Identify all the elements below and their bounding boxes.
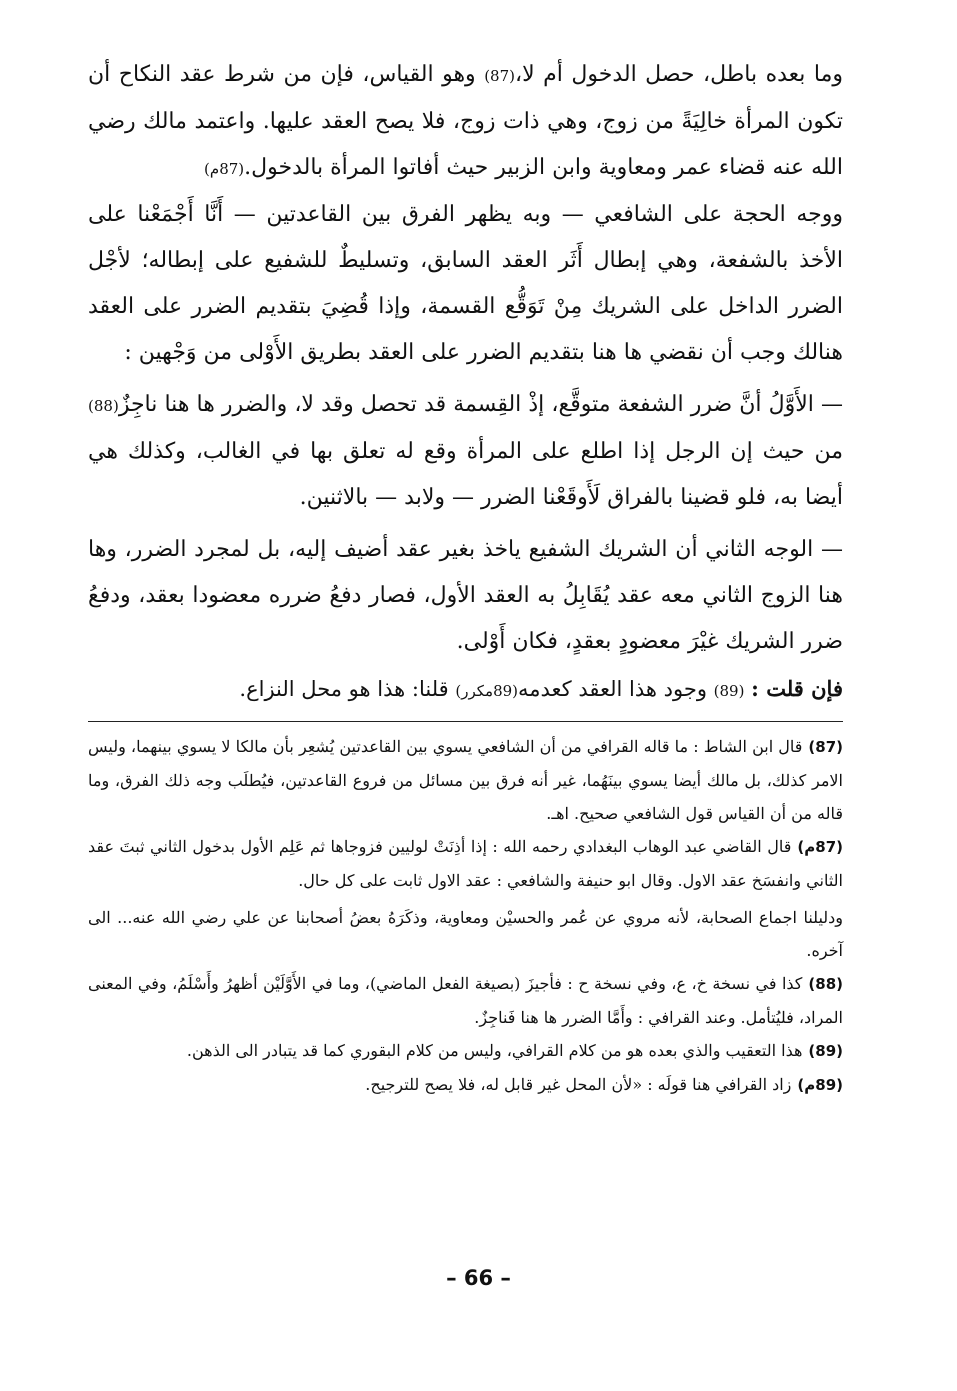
footnote-text: هذا التعقيب والذي بعده هو من كلام القرافي، وليس من كلام البقوري كما قد يتبادر الى الذهن. xyxy=(186,1041,803,1060)
paragraph-1-part-1: وما بعده باطل، حصل الدخول أم لا، xyxy=(515,62,844,87)
paragraph-1-part-2: وهو القياس، فإن من شرط عقد النكاح أن تكون المرأة خالِيَةً من زوج، وهي ذات زوج، فلا يصح العقد عليها. واعتمد مالك رضي الله عنه قضاء عمر ومعاوية وابن الزبير حيث أفاتوا المرأة بالدخول. xyxy=(88,62,843,180)
footnote-text: كذا في نسخة خ، ع، وفي نسخة ح : فأجيزَ (بصيغة الفعل الماضي)، وما في الأَوَّلَيْن أظهرُ وأَسْلَمُ، وفي المعنى المراد، فليُتأمل. وعند القرافي : وأَمَّا الضرر ها هنا فَناجِزٌ. xyxy=(88,974,843,1027)
footnote-87m-continued: ودليلنا اجماع الصحابة، لأنه مروي عن عُمر والحسيْن ومعاوية، وذكَرَهُ بعضُ أصحابنا عن علي رضي الله عنه... الى آخره. xyxy=(88,908,843,960)
paragraph-5 xyxy=(88,669,843,711)
page-number: – 66 – xyxy=(446,1266,511,1290)
footnote-87m xyxy=(88,830,843,897)
footnote-ref-87m: (87م) xyxy=(204,160,245,178)
footnote-87 xyxy=(88,730,843,830)
footnote-number: (89) xyxy=(808,1042,843,1060)
footnote-88 xyxy=(88,967,843,1034)
paragraph-5-part-2: قلنا: هذا هو محل النزاع. xyxy=(239,677,456,701)
footnote-number: (89م) xyxy=(797,1076,843,1094)
paragraph-3-part-1: — الأَوَّلُ أنَّ ضرر الشفعة متوقَّع، إذْ القِسمة قد تحصل وقد لا، والضرر ها هنا ناجِزٌ xyxy=(118,392,843,417)
footnote-number: (87) xyxy=(808,738,843,756)
paragraph-3 xyxy=(88,382,843,521)
footnote-text: قال القاضي عبد الوهاب البغدادي رحمه الله : إذا أذِنَتْ لوليين فزوجاها ثم عَلِم الأول بدخول الثاني ثبتَ عقد الثاني وانفسَخ عقد الاول. وقال ابو حنيفة والشافعي : عقد الاول ثابت على كل حال. xyxy=(88,837,843,890)
footnote-ref-89: (89) xyxy=(713,682,745,700)
paragraph-4: — الوجه الثاني أن الشريك الشفيع ياخذ بغير عقد أضيف إليه، بل لمجرد الضرر، وها هنا الزوج الثاني معه عقد يُقَابِلُ به العقد الأول، فصار دفعُ ضرره معضودا بعقد، ودفعُ ضرر الشريك غيْرَ معضودٍ بعقدٍ، فكان أَوْلى. xyxy=(88,537,843,654)
footnote-89 xyxy=(88,1034,843,1068)
paragraph-3-part-2: من حيث إن الرجل إذا اطلع على المرأة وقع له تعلق بها في الغالب، وكذلك هي أيضا به، فلو قضينا بالفراق لَأَوقَعْنا الضرر — ولابد — بالاثنين. xyxy=(88,439,843,510)
footnote-number: (87م) xyxy=(797,838,843,856)
paragraph-5-part-1: وجود هذا العقد كعدمه xyxy=(518,677,714,701)
book-page xyxy=(88,52,843,1102)
footnote-number: (88) xyxy=(808,975,843,993)
footnote-ref-89-repeat: (89مكرر) xyxy=(455,682,519,700)
footnote-ref-87: (87) xyxy=(484,67,515,85)
question-lead: فإن قلت : xyxy=(751,676,843,701)
footnote-text: قال ابن الشاط : ما قاله القرافي من أن الشافعي يسوي بين القاعدتين يُشعِر بأن مالكا لا يسوي بينهما، وليس الامر كذلك، بل مالك أيضا يسوي بينَهُما، غير أنه فرق بين مسائل من فروع القاعدتين، فيُطلَب وجه ذلك الفرق، وما قاله من أن القياس قول الشافعي صحيح. اهـ. xyxy=(88,737,843,823)
footnote-text: زاد القرافي هنا قولَه : «لأن المحل غير قابل له، فلا يصح للترجيح. xyxy=(365,1075,792,1094)
footnotes xyxy=(88,730,843,1102)
paragraph-2: ووجه الحجة على الشافعي — وبه يظهر الفرق بين القاعدتين — أَنَّا أَجْمَعْنا على الأخذ بالشفعة، وهي إبطال أَثَر العقد السابق، وتسليطٌ للشفيع على إبطاله؛ لأجْل الضرر الداخل على الشريك مِنْ تَوَقُّع القسمة، وإذا قُضِيَ بتقديم الضرر على العقد هنالك وجب أن نقضي ها هنا بتقديم الضرر على العقد بطريق الأَوْلى من وَجْهين : xyxy=(88,202,843,365)
main-text xyxy=(88,52,843,711)
paragraph-1 xyxy=(88,52,843,192)
footnote-separator xyxy=(88,721,843,722)
footnote-89m xyxy=(88,1068,843,1102)
footnote-ref-88: (88) xyxy=(88,397,119,415)
